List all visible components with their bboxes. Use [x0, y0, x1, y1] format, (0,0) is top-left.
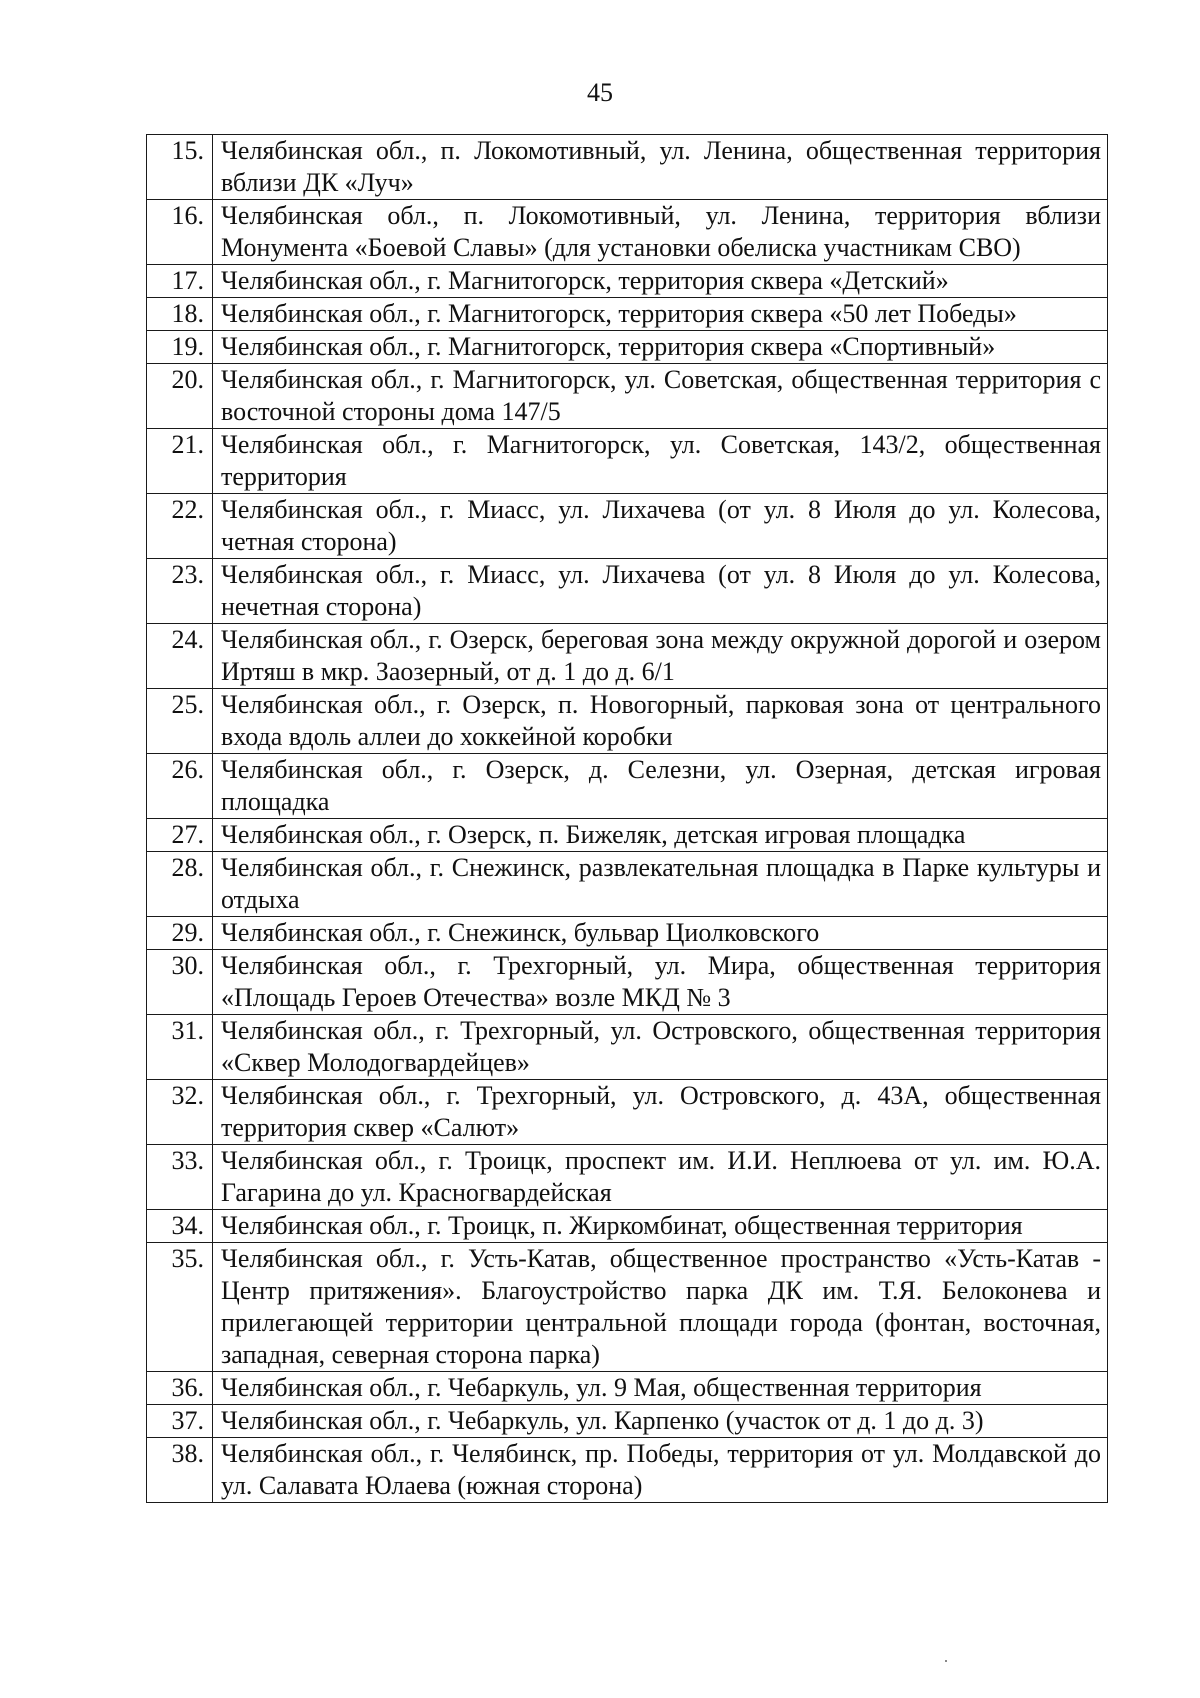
table-row — [147, 1243, 1108, 1372]
table-row — [147, 689, 1108, 754]
row-description: Челябинская обл., г. Магнитогорск, ул. Советская, 143/2, общественная территория — [213, 429, 1108, 494]
row-description: Челябинская обл., г. Усть-Катав, общественное пространство «Усть-Катав - Центр притяжения». Благоустройство парка ДК им. Т.Я. Белоконева и прилегающей территории центральной площади города (фонтан, восточная, западная, северная сторона парка) — [213, 1243, 1108, 1372]
table-row — [147, 754, 1108, 819]
row-description: Челябинская обл., г. Озерск, береговая зона между окружной дорогой и озером Иртяш в мкр. Заозерный, от д. 1 до д. 6/1 — [213, 624, 1108, 689]
row-description: Челябинская обл., г. Магнитогорск, территория сквера «Спортивный» — [213, 331, 1108, 364]
table-row — [147, 624, 1108, 689]
row-description: Челябинская обл., г. Магнитогорск, территория сквера «50 лет Победы» — [213, 298, 1108, 331]
table-row — [147, 494, 1108, 559]
row-number: 36. — [147, 1372, 213, 1405]
row-description: Челябинская обл., г. Озерск, д. Селезни, ул. Озерная, детская игровая площадка — [213, 754, 1108, 819]
table-row — [147, 852, 1108, 917]
table-row — [147, 1145, 1108, 1210]
row-description: Челябинская обл., г. Снежинск, развлекательная площадка в Парке культуры и отдыха — [213, 852, 1108, 917]
row-description: Челябинская обл., г. Миасс, ул. Лихачева (от ул. 8 Июля до ул. Колесова, нечетная сторона) — [213, 559, 1108, 624]
row-description: Челябинская обл., г. Миасс, ул. Лихачева (от ул. 8 Июля до ул. Колесова, четная сторона) — [213, 494, 1108, 559]
row-number: 19. — [147, 331, 213, 364]
table-row — [147, 917, 1108, 950]
row-number: 28. — [147, 852, 213, 917]
row-number: 24. — [147, 624, 213, 689]
row-number: 17. — [147, 265, 213, 298]
row-number: 29. — [147, 917, 213, 950]
row-number: 23. — [147, 559, 213, 624]
table-row — [147, 1405, 1108, 1438]
table-row — [147, 364, 1108, 429]
row-number: 34. — [147, 1210, 213, 1243]
table-row — [147, 1438, 1108, 1503]
row-number: 33. — [147, 1145, 213, 1210]
table-row — [147, 559, 1108, 624]
row-description: Челябинская обл., г. Озерск, п. Новогорный, парковая зона от центрального входа вдоль аллеи до хоккейной коробки — [213, 689, 1108, 754]
row-number: 31. — [147, 1015, 213, 1080]
row-number: 18. — [147, 298, 213, 331]
row-number: 22. — [147, 494, 213, 559]
row-number: 35. — [147, 1243, 213, 1372]
table-row — [147, 429, 1108, 494]
row-number: 26. — [147, 754, 213, 819]
row-description: Челябинская обл., г. Озерск, п. Бижеляк, детская игровая площадка — [213, 819, 1108, 852]
row-number: 21. — [147, 429, 213, 494]
row-number: 30. — [147, 950, 213, 1015]
row-description: Челябинская обл., г. Магнитогорск, ул. Советская, общественная территория с восточной стороны дома 147/5 — [213, 364, 1108, 429]
row-number: 16. — [147, 200, 213, 265]
row-description: Челябинская обл., г. Троицк, п. Жиркомбинат, общественная территория — [213, 1210, 1108, 1243]
territories-table — [146, 134, 1108, 1503]
table-row — [147, 265, 1108, 298]
row-description: Челябинская обл., г. Магнитогорск, территория сквера «Детский» — [213, 265, 1108, 298]
table-body — [147, 135, 1108, 1503]
table-row — [147, 1015, 1108, 1080]
row-number: 32. — [147, 1080, 213, 1145]
scan-speck — [945, 1660, 947, 1662]
page-number: 45 — [587, 78, 613, 107]
row-number: 27. — [147, 819, 213, 852]
row-number: 20. — [147, 364, 213, 429]
table-row — [147, 298, 1108, 331]
row-number: 15. — [147, 135, 213, 200]
row-description: Челябинская обл., г. Трехгорный, ул. Островского, д. 43А, общественная территория сквер «Салют» — [213, 1080, 1108, 1145]
table-row — [147, 1210, 1108, 1243]
table-row — [147, 135, 1108, 200]
row-description: Челябинская обл., г. Трехгорный, ул. Островского, общественная территория «Сквер Молодогвардейцев» — [213, 1015, 1108, 1080]
row-description: Челябинская обл., г. Челябинск, пр. Победы, территория от ул. Молдавской до ул. Салавата Юлаева (южная сторона) — [213, 1438, 1108, 1503]
row-description: Челябинская обл., г. Чебаркуль, ул. Карпенко (участок от д. 1 до д. 3) — [213, 1405, 1108, 1438]
row-description: Челябинская обл., г. Чебаркуль, ул. 9 Мая, общественная территория — [213, 1372, 1108, 1405]
row-description: Челябинская обл., г. Троицк, проспект им. И.И. Неплюева от ул. им. Ю.А. Гагарина до ул. Красногвардейская — [213, 1145, 1108, 1210]
table-row — [147, 200, 1108, 265]
row-description: Челябинская обл., г. Трехгорный, ул. Мира, общественная территория «Площадь Героев Отечества» возле МКД № 3 — [213, 950, 1108, 1015]
row-number: 38. — [147, 1438, 213, 1503]
row-description: Челябинская обл., п. Локомотивный, ул. Ленина, общественная территория вблизи ДК «Луч» — [213, 135, 1108, 200]
table-row — [147, 950, 1108, 1015]
table-row — [147, 1080, 1108, 1145]
table-row — [147, 819, 1108, 852]
row-number: 25. — [147, 689, 213, 754]
row-number: 37. — [147, 1405, 213, 1438]
table-row — [147, 1372, 1108, 1405]
row-description: Челябинская обл., г. Снежинск, бульвар Циолковского — [213, 917, 1108, 950]
row-description: Челябинская обл., п. Локомотивный, ул. Ленина, территория вблизи Монумента «Боевой Славы» (для установки обелиска участникам СВО) — [213, 200, 1108, 265]
table-row — [147, 331, 1108, 364]
